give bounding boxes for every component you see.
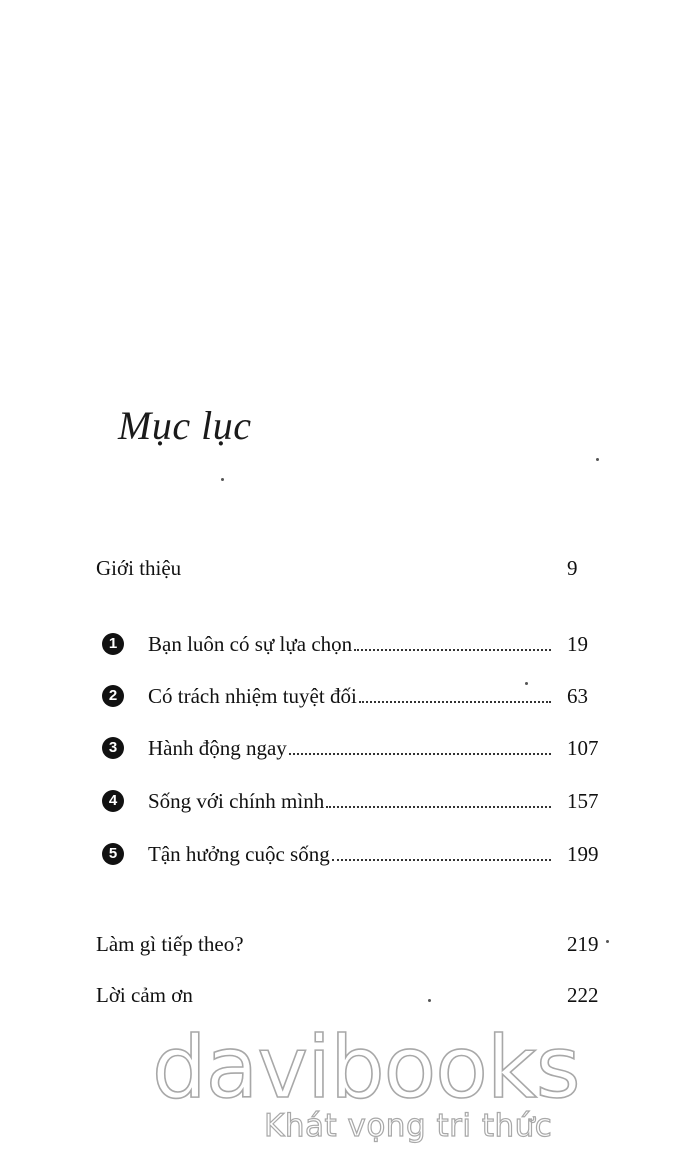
scan-speck xyxy=(525,682,528,685)
watermark-brand: davibooks xyxy=(152,1018,580,1118)
chapter-title: Hành động ngay xyxy=(148,736,287,760)
toc-entry-chapter-5[interactable] xyxy=(0,839,700,869)
toc-entry-chapter-4[interactable] xyxy=(0,786,700,816)
watermark-slogan: Khát vọng tri thức xyxy=(264,1108,553,1144)
toc-entry-chapter-3[interactable] xyxy=(0,733,700,763)
toc-entry-intro[interactable] xyxy=(0,553,700,583)
chapter-title: Sống với chính mình xyxy=(148,789,325,813)
toc-entry-label: Lời cảm ơn xyxy=(96,983,193,1007)
chapter-number-badge: 5 xyxy=(102,843,124,865)
chapter-leader-line xyxy=(148,839,551,869)
chapter-page: 199 xyxy=(567,842,599,866)
chapter-page: 63 xyxy=(567,684,588,708)
toc-entry-next-steps[interactable] xyxy=(0,929,700,959)
scan-speck xyxy=(596,458,599,461)
chapter-leader-line xyxy=(148,629,551,659)
chapter-leader-line xyxy=(148,786,551,816)
chapter-title: Có trách nhiệm tuyệt đối xyxy=(148,684,357,708)
chapter-page: 107 xyxy=(567,736,599,760)
chapter-title: Tận hưởng cuộc sống xyxy=(148,842,330,866)
dot-leader xyxy=(354,649,551,651)
toc-entry-acknowledgements[interactable] xyxy=(0,980,700,1010)
chapter-title: Bạn luôn có sự lựa chọn xyxy=(148,632,353,656)
chapter-number-badge: 4 xyxy=(102,790,124,812)
dot-leader xyxy=(359,701,551,703)
dot-leader xyxy=(289,753,551,755)
toc-entry-label: Giới thiệu xyxy=(96,556,182,580)
page-title: Mục lục xyxy=(118,403,252,448)
scan-speck xyxy=(428,999,431,1002)
toc-entry-page: 9 xyxy=(567,556,578,580)
scan-speck xyxy=(221,478,224,481)
chapter-number-badge: 2 xyxy=(102,685,124,707)
chapter-number-badge: 1 xyxy=(102,633,124,655)
chapter-leader-line xyxy=(148,681,551,711)
toc-entry-label: Làm gì tiếp theo? xyxy=(96,932,244,956)
toc-entry-chapter-2[interactable] xyxy=(0,681,700,711)
chapter-page: 157 xyxy=(567,789,599,813)
dot-leader xyxy=(326,806,551,808)
toc-entry-page: 222 xyxy=(567,983,599,1007)
chapter-page: 19 xyxy=(567,632,588,656)
toc-entry-page: 219 xyxy=(567,932,599,956)
chapter-number-badge: 3 xyxy=(102,737,124,759)
dot-leader xyxy=(332,859,551,861)
chapter-leader-line xyxy=(148,733,551,763)
toc-entry-chapter-1[interactable] xyxy=(0,629,700,659)
scan-speck xyxy=(606,940,609,943)
